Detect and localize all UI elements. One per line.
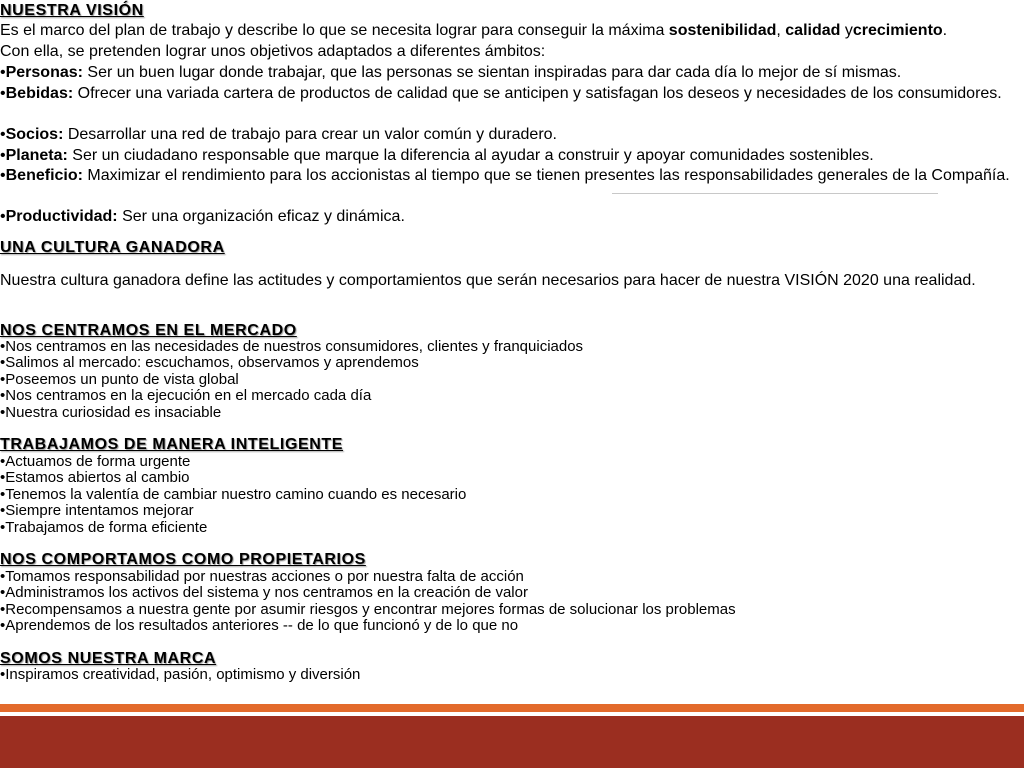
vision-intro-bold-3: crecimiento [852,22,943,39]
vision-item-planeta: •Planeta: Ser un ciudadano responsable que marque la diferencia al ayudar a construir y apoyar comunidades sostenibles. [0,147,874,164]
list-item: •Trabajamos de forma eficiente [0,519,208,536]
vision-intro-end: . [942,22,948,39]
vision-item-text: Ofrecer una variada cartera de productos de calidad que se anticipen y satisfagan los deseos y necesidades de los consumidores. [73,85,1002,102]
list-item: •Estamos abiertos al cambio [0,469,190,486]
list-item: •Tomamos responsabilidad por nuestras acciones o por nuestra falta de acción [0,568,524,585]
vision-item-personas: •Personas: Ser un buen lugar donde trabajar, que las personas se sientan inspiradas para dar cada día lo mejor de sí mismas. [0,64,902,81]
culture-heading: UNA CULTURA GANADORA [0,239,225,256]
smart-heading: TRABAJAMOS DE MANERA INTELIGENTE [0,436,344,453]
list-item: •Poseemos un punto de vista global [0,371,239,388]
list-item: •Administramos los activos del sistema y nos centramos en la creación de valor [0,584,528,601]
vision-item-label: Productividad: [5,208,118,225]
footer-band [0,716,1024,768]
vision-item-text: Ser un buen lugar donde trabajar, que las personas se sientan inspiradas para dar cada día lo mejor de sí mismas. [82,64,902,81]
list-item: •Nuestra curiosidad es insaciable [0,404,222,421]
list-item: •Inspiramos creatividad, pasión, optimismo y diversión [0,666,361,683]
vision-item-bebidas: •Bebidas: Ofrecer una variada cartera de productos de calidad que se anticipen y satisfagan los deseos y necesidades de los consumidores. [0,85,1002,102]
market-heading: NOS CENTRAMOS EN EL MERCADO [0,322,297,339]
vision-heading: NUESTRA VISIÓN [0,2,144,19]
owners-heading: NOS COMPORTAMOS COMO PROPIETARIOS [0,551,366,568]
vision-intro-2: Con ella, se pretenden lograr unos objetivos adaptados a diferentes ámbitos: [0,43,546,60]
list-item: •Salimos al mercado: escuchamos, observamos y aprendemos [0,354,419,371]
list-item: •Nos centramos en las necesidades de nuestros consumidores, clientes y franquiciados [0,338,584,355]
list-item: •Siempre intentamos mejorar [0,502,194,519]
vision-item-text: Ser un ciudadano responsable que marque la diferencia al ayudar a construir y apoyar comunidades sostenibles. [67,147,874,164]
list-item: •Tenemos la valentía de cambiar nuestro camino cuando es necesario [0,486,467,503]
vision-intro-bold-2: calidad [785,22,841,39]
vision-intro-bold-1: sostenibilidad [668,22,777,39]
vision-intro [0,21,1022,42]
vision-intro-text: Es el marco del plan de trabajo y describe lo que se necesita lograr para conseguir la máxima [0,22,669,39]
divider-line [612,193,938,194]
vision-item-label: Planeta: [5,147,68,164]
vision-intro-sep-1: , [776,22,786,39]
brand-heading: SOMOS NUESTRA MARCA [0,650,217,667]
vision-item-text: Desarrollar una red de trabajo para crear un valor común y duradero. [63,126,557,143]
vision-item-label: Socios: [5,126,64,143]
vision-item-label: Bebidas: [5,85,74,102]
vision-item-productividad: •Productividad: Ser una organización eficaz y dinámica. [0,208,405,225]
list-item: •Aprendemos de los resultados anteriores -- de lo que funcionó y de lo que no [0,617,519,634]
list-item: •Recompensamos a nuestra gente por asumir riesgos y encontrar mejores formas de solucionar los problemas [0,601,736,618]
vision-item-socios: •Socios: Desarrollar una red de trabajo para crear un valor común y duradero. [0,126,557,143]
vision-item-text: Ser una organización eficaz y dinámica. [117,208,405,225]
list-item: •Nos centramos en la ejecución en el mercado cada día [0,387,372,404]
list-item: •Actuamos de forma urgente [0,453,191,470]
vision-item-beneficio: •Beneficio: Maximizar el rendimiento para los accionistas al tiempo que se tienen presentes las responsabilidades generales de la Compañía. [0,167,1010,184]
vision-item-text: Maximizar el rendimiento para los accionistas al tiempo que se tienen presentes las responsabilidades generales de la Compañía. [82,167,1010,184]
culture-text: Nuestra cultura ganadora define las actitudes y comportamientos que serán necesarios para hacer de nuestra VISIÓN 2020 una realidad. [0,272,976,289]
vision-item-label: Beneficio: [5,167,83,184]
vision-item-label: Personas: [5,64,83,81]
vision-intro-sep-2: y [840,22,853,39]
footer-accent-stripe [0,704,1024,712]
